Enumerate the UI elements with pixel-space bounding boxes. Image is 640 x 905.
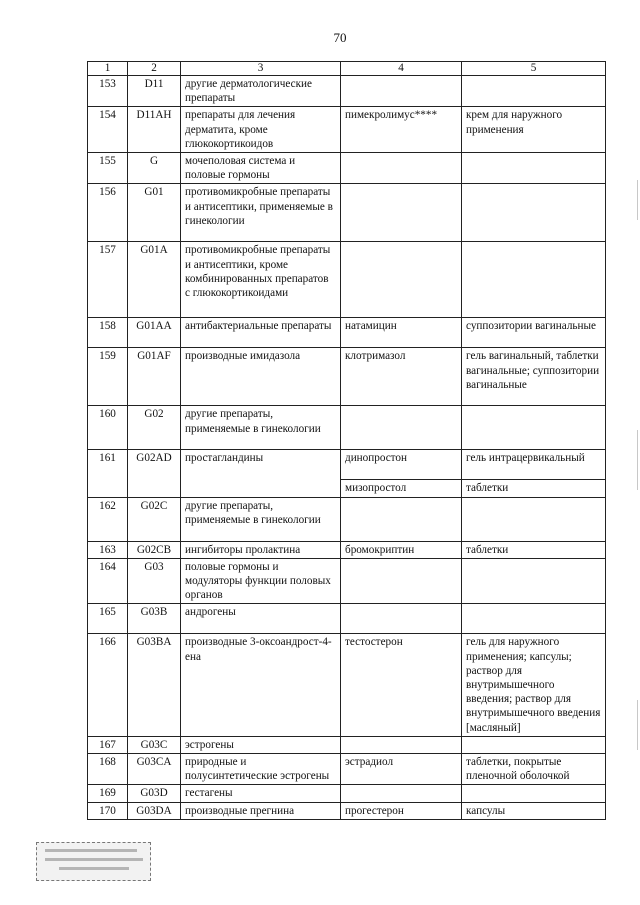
atc-code-cell: D11AH	[128, 107, 181, 153]
dosage-form-cell: гель для наружного применения; капсулы; раствор для внутримышечного введения; раствор для внутримышечного введения [масляный]	[462, 634, 606, 736]
group-name-cell: простагландины	[181, 450, 341, 497]
table-row	[88, 318, 606, 348]
group-name-cell: антибактериальные препараты	[181, 318, 341, 348]
group-name-cell: противомикробные препараты и антисептики, применяемые в гинекологии	[181, 184, 341, 242]
atc-code-cell: G02CB	[128, 541, 181, 558]
table-row	[88, 736, 606, 753]
group-name-cell: мочеполовая система и половые гормоны	[181, 153, 341, 184]
row-number-cell: 167	[88, 736, 128, 753]
drug-name-cell	[341, 184, 462, 242]
column-header: 5	[462, 62, 606, 76]
row-number-cell: 160	[88, 406, 128, 450]
table-row	[88, 754, 606, 785]
atc-code-cell: G03D	[128, 785, 181, 802]
drug-name-cell: мизопростол	[341, 480, 462, 497]
atc-code-cell: G03CA	[128, 754, 181, 785]
atc-code-cell: D11	[128, 76, 181, 107]
table-row	[88, 107, 606, 153]
page-number: 70	[333, 30, 347, 45]
drug-name-cell: прогестерон	[341, 802, 462, 819]
row-number-cell: 170	[88, 802, 128, 819]
table-row	[88, 184, 606, 242]
drug-name-cell: натамицин	[341, 318, 462, 348]
group-name-cell: гестагены	[181, 785, 341, 802]
row-number-cell: 153	[88, 76, 128, 107]
drug-name-cell	[341, 785, 462, 802]
group-name-cell: производные имидазола	[181, 348, 341, 406]
table-row	[88, 541, 606, 558]
scan-edge-mark	[637, 700, 638, 750]
row-number-cell: 157	[88, 242, 128, 318]
atc-code-cell: G02AD	[128, 450, 181, 497]
group-name-cell: другие препараты, применяемые в гинекологии	[181, 406, 341, 450]
atc-code-cell: G03B	[128, 604, 181, 634]
drug-name-cell: пимекролимус****	[341, 107, 462, 153]
drug-name-cell: клотримазол	[341, 348, 462, 406]
row-number-cell: 159	[88, 348, 128, 406]
group-name-cell: андрогены	[181, 604, 341, 634]
dosage-form-cell	[462, 497, 606, 541]
row-number-cell: 166	[88, 634, 128, 736]
group-name-cell: другие дерматологические препараты	[181, 76, 341, 107]
table-row	[88, 785, 606, 802]
table-header-row	[88, 62, 606, 76]
dosage-form-cell	[462, 153, 606, 184]
row-number-cell: 165	[88, 604, 128, 634]
group-name-cell: половые гормоны и модуляторы функции половых органов	[181, 558, 341, 604]
scan-edge-mark	[637, 180, 638, 220]
atc-code-cell: G01AA	[128, 318, 181, 348]
dosage-form-cell: капсулы	[462, 802, 606, 819]
drug-name-cell	[341, 76, 462, 107]
column-header: 4	[341, 62, 462, 76]
dosage-form-cell: таблетки	[462, 541, 606, 558]
group-name-cell: ингибиторы пролактина	[181, 541, 341, 558]
dosage-form-cell: крем для наружного применения	[462, 107, 606, 153]
drug-list-table	[87, 61, 606, 820]
row-number-cell: 169	[88, 785, 128, 802]
atc-code-cell: G01A	[128, 242, 181, 318]
drug-name-cell: тестостерон	[341, 634, 462, 736]
table-body	[88, 76, 606, 820]
drug-name-cell	[341, 604, 462, 634]
group-name-cell: эстрогены	[181, 736, 341, 753]
dosage-form-cell	[462, 785, 606, 802]
group-name-cell: производные прегнина	[181, 802, 341, 819]
atc-code-cell: G03DA	[128, 802, 181, 819]
dosage-form-cell: суппозитории вагинальные	[462, 318, 606, 348]
dosage-form-cell: гель интрацервикальный	[462, 450, 606, 480]
drug-name-cell	[341, 153, 462, 184]
table-row	[88, 153, 606, 184]
group-name-cell: препараты для лечения дерматита, кроме глюкокортикоидов	[181, 107, 341, 153]
dosage-form-cell	[462, 406, 606, 450]
group-name-cell: производные 3-оксоандрост-4-ена	[181, 634, 341, 736]
drug-name-cell	[341, 242, 462, 318]
table-row	[88, 76, 606, 107]
atc-code-cell: G02C	[128, 497, 181, 541]
atc-code-cell: G03BA	[128, 634, 181, 736]
dosage-form-cell	[462, 184, 606, 242]
table-row	[88, 450, 606, 480]
atc-code-cell: G01AF	[128, 348, 181, 406]
registration-stamp	[36, 842, 151, 881]
row-number-cell: 162	[88, 497, 128, 541]
table-row	[88, 497, 606, 541]
table-row	[88, 242, 606, 318]
row-number-cell: 168	[88, 754, 128, 785]
table-row	[88, 348, 606, 406]
drug-name-cell	[341, 406, 462, 450]
column-header: 3	[181, 62, 341, 76]
row-number-cell: 156	[88, 184, 128, 242]
drug-name-cell: бромокриптин	[341, 541, 462, 558]
scan-edge-mark	[637, 430, 638, 490]
column-header: 1	[88, 62, 128, 76]
dosage-form-cell: таблетки, покрытые пленочной оболочкой	[462, 754, 606, 785]
drug-name-cell: эстрадиол	[341, 754, 462, 785]
dosage-form-cell	[462, 558, 606, 604]
table-row	[88, 558, 606, 604]
row-number-cell: 155	[88, 153, 128, 184]
dosage-form-cell	[462, 736, 606, 753]
atc-code-cell: G03C	[128, 736, 181, 753]
dosage-form-cell	[462, 604, 606, 634]
drug-name-cell	[341, 558, 462, 604]
drug-name-cell: динопростон	[341, 450, 462, 480]
group-name-cell: другие препараты, применяемые в гинекологии	[181, 497, 341, 541]
table-row	[88, 802, 606, 819]
table-row	[88, 634, 606, 736]
dosage-form-cell	[462, 76, 606, 107]
group-name-cell: природные и полусинтетические эстрогены	[181, 754, 341, 785]
row-number-cell: 163	[88, 541, 128, 558]
table-row	[88, 604, 606, 634]
drug-name-cell	[341, 736, 462, 753]
dosage-form-cell: гель вагинальный, таблетки вагинальные; суппозитории вагинальные	[462, 348, 606, 406]
row-number-cell: 154	[88, 107, 128, 153]
table-row	[88, 406, 606, 450]
atc-code-cell: G	[128, 153, 181, 184]
atc-code-cell: G02	[128, 406, 181, 450]
dosage-form-cell: таблетки	[462, 480, 606, 497]
row-number-cell: 158	[88, 318, 128, 348]
drug-name-cell	[341, 497, 462, 541]
group-name-cell: противомикробные препараты и антисептики, кроме комбинированных препаратов с глюкокортикоидами	[181, 242, 341, 318]
row-number-cell: 161	[88, 450, 128, 497]
row-number-cell: 164	[88, 558, 128, 604]
column-header: 2	[128, 62, 181, 76]
atc-code-cell: G01	[128, 184, 181, 242]
atc-code-cell: G03	[128, 558, 181, 604]
dosage-form-cell	[462, 242, 606, 318]
